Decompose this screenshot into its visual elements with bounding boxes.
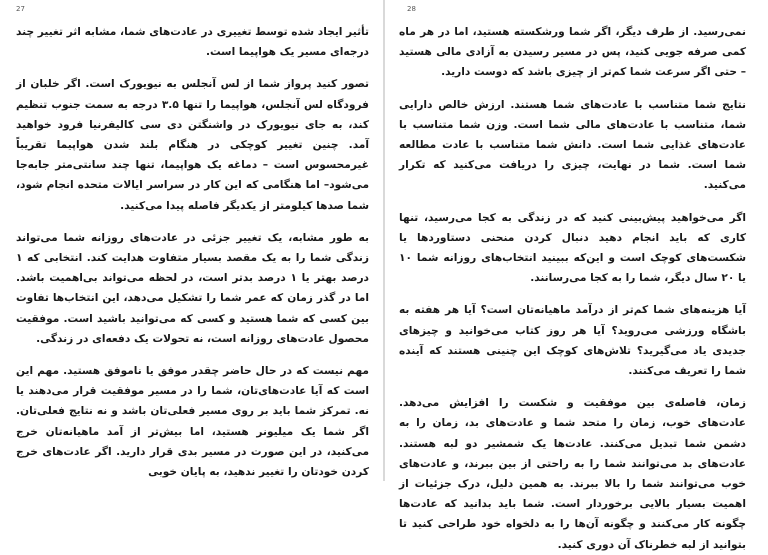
paragraph: اگر می‌خواهید پیش‌بینی کنید که در زندگی به کجا می‌رسید، تنها کاری که باید انجام دهید دنبال کردن منحنی دستاوردها یا شکست‌های کوچک است و این‌که ببینید انتخاب‌های روزانه شما ۱۰ یا ۲۰ سال دیگر، شما را به کجا می‌رسانند.: [399, 211, 746, 285]
paragraph: آیا هزینه‌های شما کم‌تر از درآمد ماهیانه‌تان است؟ آیا هر هفته به باشگاه ورزشی می‌روید؟ آیا هر روز کتاب می‌خوانید و چیزهای جدیدی یاد می‌گیرید؟ تلاش‌های کوچک این چنینی هستند که آینده شما را تعریف می‌کنند.: [399, 304, 746, 378]
paragraph: مهم نیست که در حال حاضر چقدر موفق یا ناموفق هستید. مهم این است که آیا عادت‌های‌تان، شما را در مسیر موفقیت قرار می‌دهند یا نه. تمرکز شما باید بر روی مسیر فعلی‌تان باشد و نه نتایج فعلی‌تان. اگر شما یک میلیونر هستید، اما بیش‌تر از آمد ماهیانه‌تان خرج می‌کنید، در این صورت در مسیر بدی قرار دارید. اگر عادت‌های خرج کردن خودتان را تغییر ندهید، به پایان خوبی: [16, 365, 369, 479]
paragraph: تصور کنید پرواز شما از لس آنجلس به نیویورک است. اگر خلبان از فرودگاه لس آنجلس، هواپیما را تنها ۳.۵ درجه به سمت جنوب تنظیم کند، به جای نیویورک در واشنگتن دی سی کالیفرنیا فرود خواهید آمد. چنین تغییر کوچکی در هنگام بلند شدن هواپیما تقریباً غیرمحسوس است – دماغه یک هواپیما، تنها چند سانتی‌متر جابه‌جا می‌شود– اما هنگامی که این کار در سراسر ایالات متحده انجام شود، شما صدها کیلومتر از یکدیگر فاصله پیدا می‌کنید.: [16, 78, 369, 212]
paragraph: به طور مشابه، یک تغییر جزئی در عادت‌های روزانه شما می‌تواند زندگی شما را به یک مقصد بسیار متفاوت هدایت کند. انتخابی که ۱ درصد بهتر یا ۱ درصد بدتر است، در لحظه می‌تواند بی‌اهمیت باشد. اما در گذر زمان که عمر شما را تشکیل می‌دهد، این انتخاب‌ها تفاوت بین کسی که شما هستید و کسی که می‌توانید باشید است. موفقیت محصول عادت‌های روزانه است، نه تحولات یک دفعه‌ای در زندگی.: [16, 231, 369, 345]
page-number: 27: [16, 5, 25, 13]
paragraph: نمی‌رسید. از طرف دیگر، اگر شما ورشکسته هستید، اما در هر ماه کمی صرفه جویی کنید، پس در مسیر رسیدن به آزادی مالی هستید – حتی اگر سرعت شما کم‌تر از چیزی باشد که دوست دارید.: [399, 26, 746, 79]
paragraph: زمان، فاصله‌ی بین موفقیت و شکست را افزایش می‌دهد. عادت‌های خوب، زمان را متحد شما و عادت‌های بد، زمان را به دشمن شما تبدیل می‌کنند. عادت‌ها یک شمشیر دو لبه هستند. عادت‌های بد می‌توانند شما را به راحتی از بین ببرند، و عادت‌های خوب می‌توانند شما را بالا ببرند. به همین دلیل، درک جزئیات از اهمیت بسیار بالایی برخوردار است. شما باید بدانید که عادت‌ها چگونه کار می‌کنند و چگونه آن‌ها را به دلخواه خود طراحی کنید تا بتوانید از لبه خطرناک آن دوری کنید.: [399, 397, 746, 551]
page-number: 28: [407, 5, 416, 13]
paragraph: نتایج شما متناسب با عادت‌های شما هستند. ارزش خالص دارایی شما، متناسب با عادت‌های مالی شما است. وزن شما متناسب با عادت‌های غذایی شما است. دانش شما متناسب با عادت مطالعه شما است. شما در نهایت، چیزی را دریافت می‌کنید که تکرار می‌کنید.: [399, 98, 746, 192]
paragraph: تأثیر ایجاد شده توسط تغییری در عادت‌های شما، مشابه اثر تغییر چند درجه‌ای مسیر یک هواپیما است.: [16, 26, 369, 59]
right-page: [385, 0, 768, 551]
left-page: [0, 0, 383, 481]
